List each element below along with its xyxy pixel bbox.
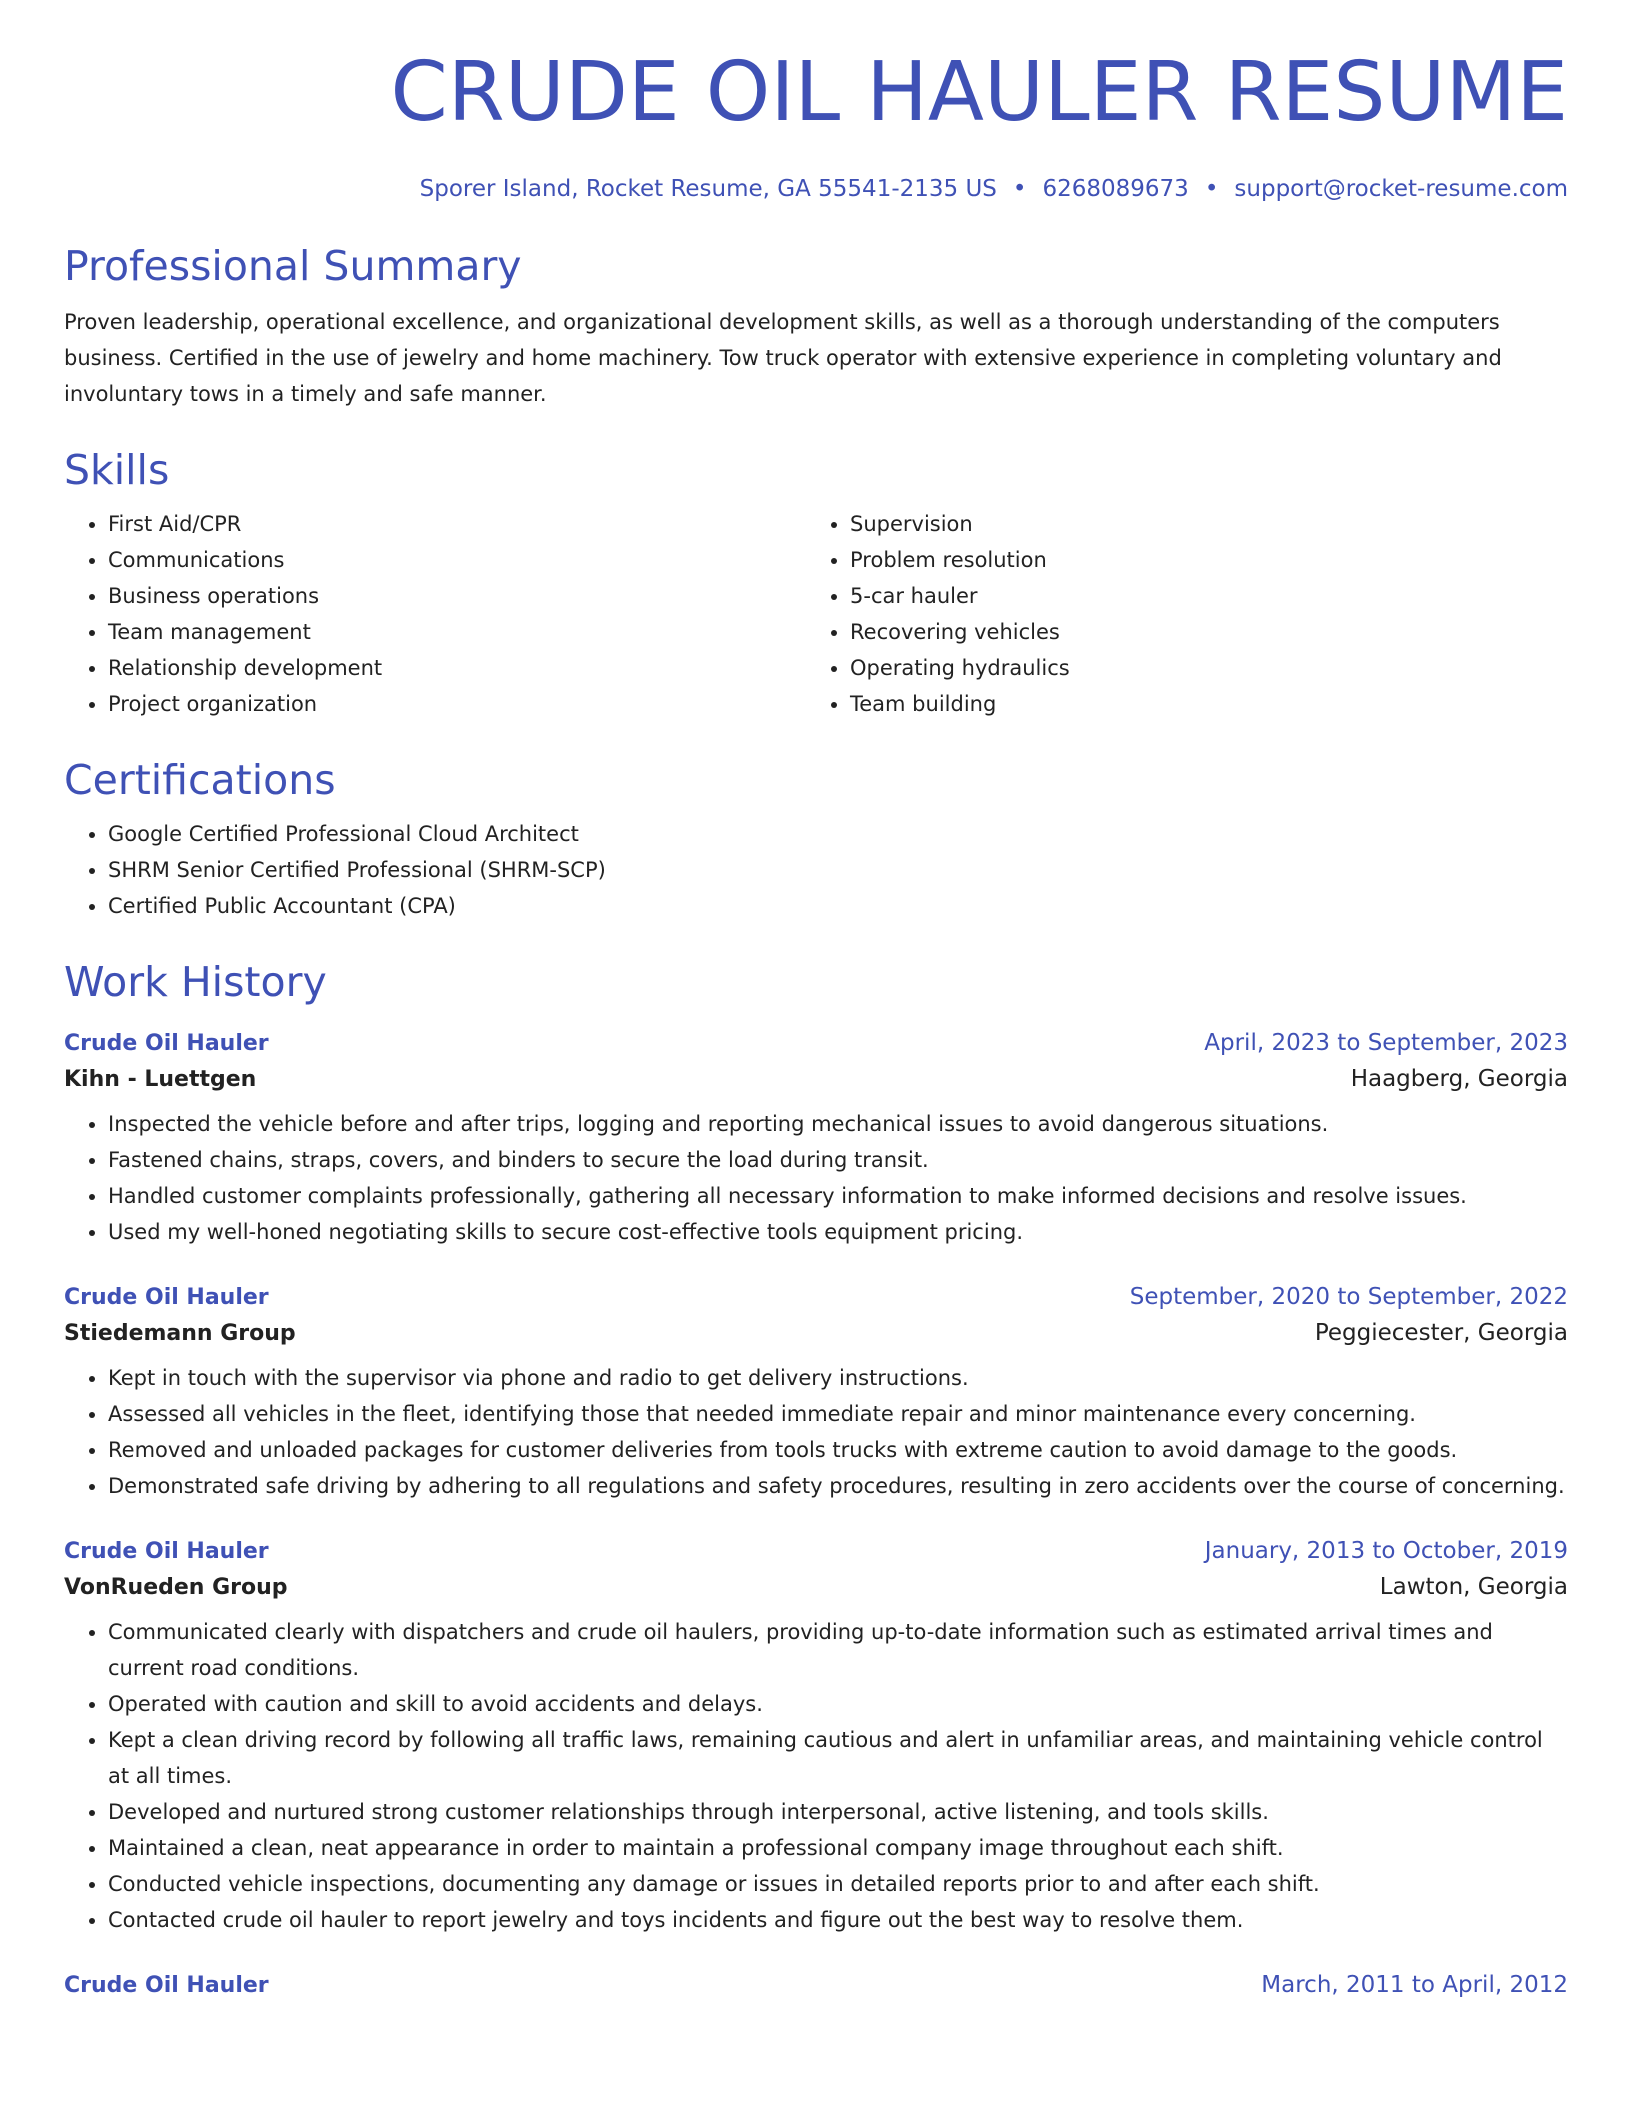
job-bullet: • Demonstrated safe driving by adhering to all regulations and safety procedures, resulting in zero accidents over the course of concerning.: [108, 1468, 1568, 1504]
contact-separator: •: [1204, 176, 1219, 202]
summary-text: Proven leadership, operational excellence, and organizational development skills, as well as a thorough understanding of the computers business. Certified in the use of jewelry and home machinery. Tow truck operator with extensive experience in completing voluntary and involuntary tows in a timely and safe manner.: [64, 310, 1502, 406]
job-bullets: [64, 1614, 1568, 1938]
job-dates: March, 2011 to April, 2012: [1261, 1972, 1568, 1998]
job-bullet: • Maintained a clean, neat appearance in order to maintain a professional company image throughout each shift.: [108, 1830, 1568, 1866]
job-dates: September, 2020 to September, 2022: [1129, 1284, 1568, 1310]
job-bullet: • Fastened chains, straps, covers, and binders to secure the load during transit.: [108, 1142, 1568, 1178]
skill-item: • Team building: [850, 686, 1070, 722]
skill-item: • Communications: [108, 542, 806, 578]
job-bullet: • Kept in touch with the supervisor via phone and radio to get delivery instructions.: [108, 1360, 1568, 1396]
certification-item: • SHRM Senior Certified Professional (SHRM-SCP): [108, 852, 1568, 888]
job-company: Kihn - Luettgen: [64, 1067, 257, 1092]
skill-item: • Business operations: [108, 578, 806, 614]
job-bullet: • Handled customer complaints professionally, gathering all necessary information to make informed decisions and resolve issues.: [108, 1178, 1568, 1214]
certification-item: • Google Certified Professional Cloud Architect: [108, 816, 1568, 852]
resume-title: CRUDE OIL HAULER RESUME: [390, 45, 1568, 140]
certification-item: • Certified Public Accountant (CPA): [108, 888, 1568, 924]
contact-phone: 6268089673: [1042, 176, 1189, 202]
job-bullets: [64, 1106, 1568, 1250]
job-location: Haagberg, Georgia: [1350, 1066, 1568, 1092]
summary-heading: Professional Summary: [64, 242, 522, 290]
skill-item: • 5-car hauler: [850, 578, 1070, 614]
skill-item: • Team management: [108, 614, 806, 650]
job-bullet: • Operated with caution and skill to avoid accidents and delays.: [108, 1686, 1568, 1722]
skills-column-right: [806, 506, 1070, 722]
job-bullet: • Inspected the vehicle before and after trips, logging and reporting mechanical issues to avoid dangerous situations.: [108, 1106, 1568, 1142]
job-bullets: [64, 1360, 1568, 1504]
skill-item: • First Aid/CPR: [108, 506, 806, 542]
skills-column-left: [64, 506, 806, 722]
skill-item: • Recovering vehicles: [850, 614, 1070, 650]
job-company: VonRueden Group: [64, 1575, 288, 1600]
job-bullet: • Assessed all vehicles in the fleet, identifying those that needed immediate repair and minor maintenance every concerning.: [108, 1396, 1568, 1432]
skills-list: [64, 506, 1568, 722]
job-entry: [64, 1030, 1568, 1250]
skill-item: • Project organization: [108, 686, 806, 722]
job-entry: [64, 1972, 1568, 1998]
job-location: Lawton, Georgia: [1379, 1574, 1568, 1600]
contact-line: [64, 176, 1568, 202]
skills-heading: Skills: [64, 446, 170, 494]
skill-item: • Relationship development: [108, 650, 806, 686]
job-title: Crude Oil Hauler: [64, 1285, 269, 1310]
skill-item: • Operating hydraulics: [850, 650, 1070, 686]
work-history-heading: Work History: [64, 958, 327, 1006]
job-bullet: • Contacted crude oil hauler to report jewelry and toys incidents and figure out the best way to resolve them.: [108, 1902, 1568, 1938]
job-bullet: • Removed and unloaded packages for customer deliveries from tools trucks with extreme caution to avoid damage to the goods.: [108, 1432, 1568, 1468]
job-title: Crude Oil Hauler: [64, 1539, 269, 1564]
job-bullet: • Conducted vehicle inspections, documenting any damage or issues in detailed reports prior to and after each shift.: [108, 1866, 1568, 1902]
job-title: Crude Oil Hauler: [64, 1973, 269, 1998]
job-company: Stiedemann Group: [64, 1321, 296, 1346]
contact-separator: •: [1012, 176, 1027, 202]
certifications-heading: Certifications: [64, 756, 336, 804]
job-bullet: • Developed and nurtured strong customer relationships through interpersonal, active listening, and tools skills.: [108, 1794, 1568, 1830]
certifications-list: [64, 816, 1568, 924]
job-bullet: • Used my well-honed negotiating skills to secure cost-effective tools equipment pricing.: [108, 1214, 1568, 1250]
job-entry: [64, 1538, 1568, 1938]
job-dates: January, 2013 to October, 2019: [1204, 1538, 1568, 1564]
job-dates: April, 2023 to September, 2023: [1204, 1030, 1568, 1056]
job-location: Peggiecester, Georgia: [1314, 1320, 1568, 1346]
job-entry: [64, 1284, 1568, 1504]
contact-address: Sporer Island, Rocket Resume, GA 55541-2135 US: [419, 176, 997, 202]
contact-email: support@rocket-resume.com: [1234, 176, 1568, 202]
skill-item: • Supervision: [850, 506, 1070, 542]
skill-item: • Problem resolution: [850, 542, 1070, 578]
job-bullet: • Kept a clean driving record by following all traffic laws, remaining cautious and alert in unfamiliar areas, and maintaining vehicle control at all times.: [108, 1722, 1568, 1794]
job-bullet: • Communicated clearly with dispatchers and crude oil haulers, providing up-to-date information such as estimated arrival times and current road conditions.: [108, 1614, 1568, 1686]
job-title: Crude Oil Hauler: [64, 1031, 269, 1056]
